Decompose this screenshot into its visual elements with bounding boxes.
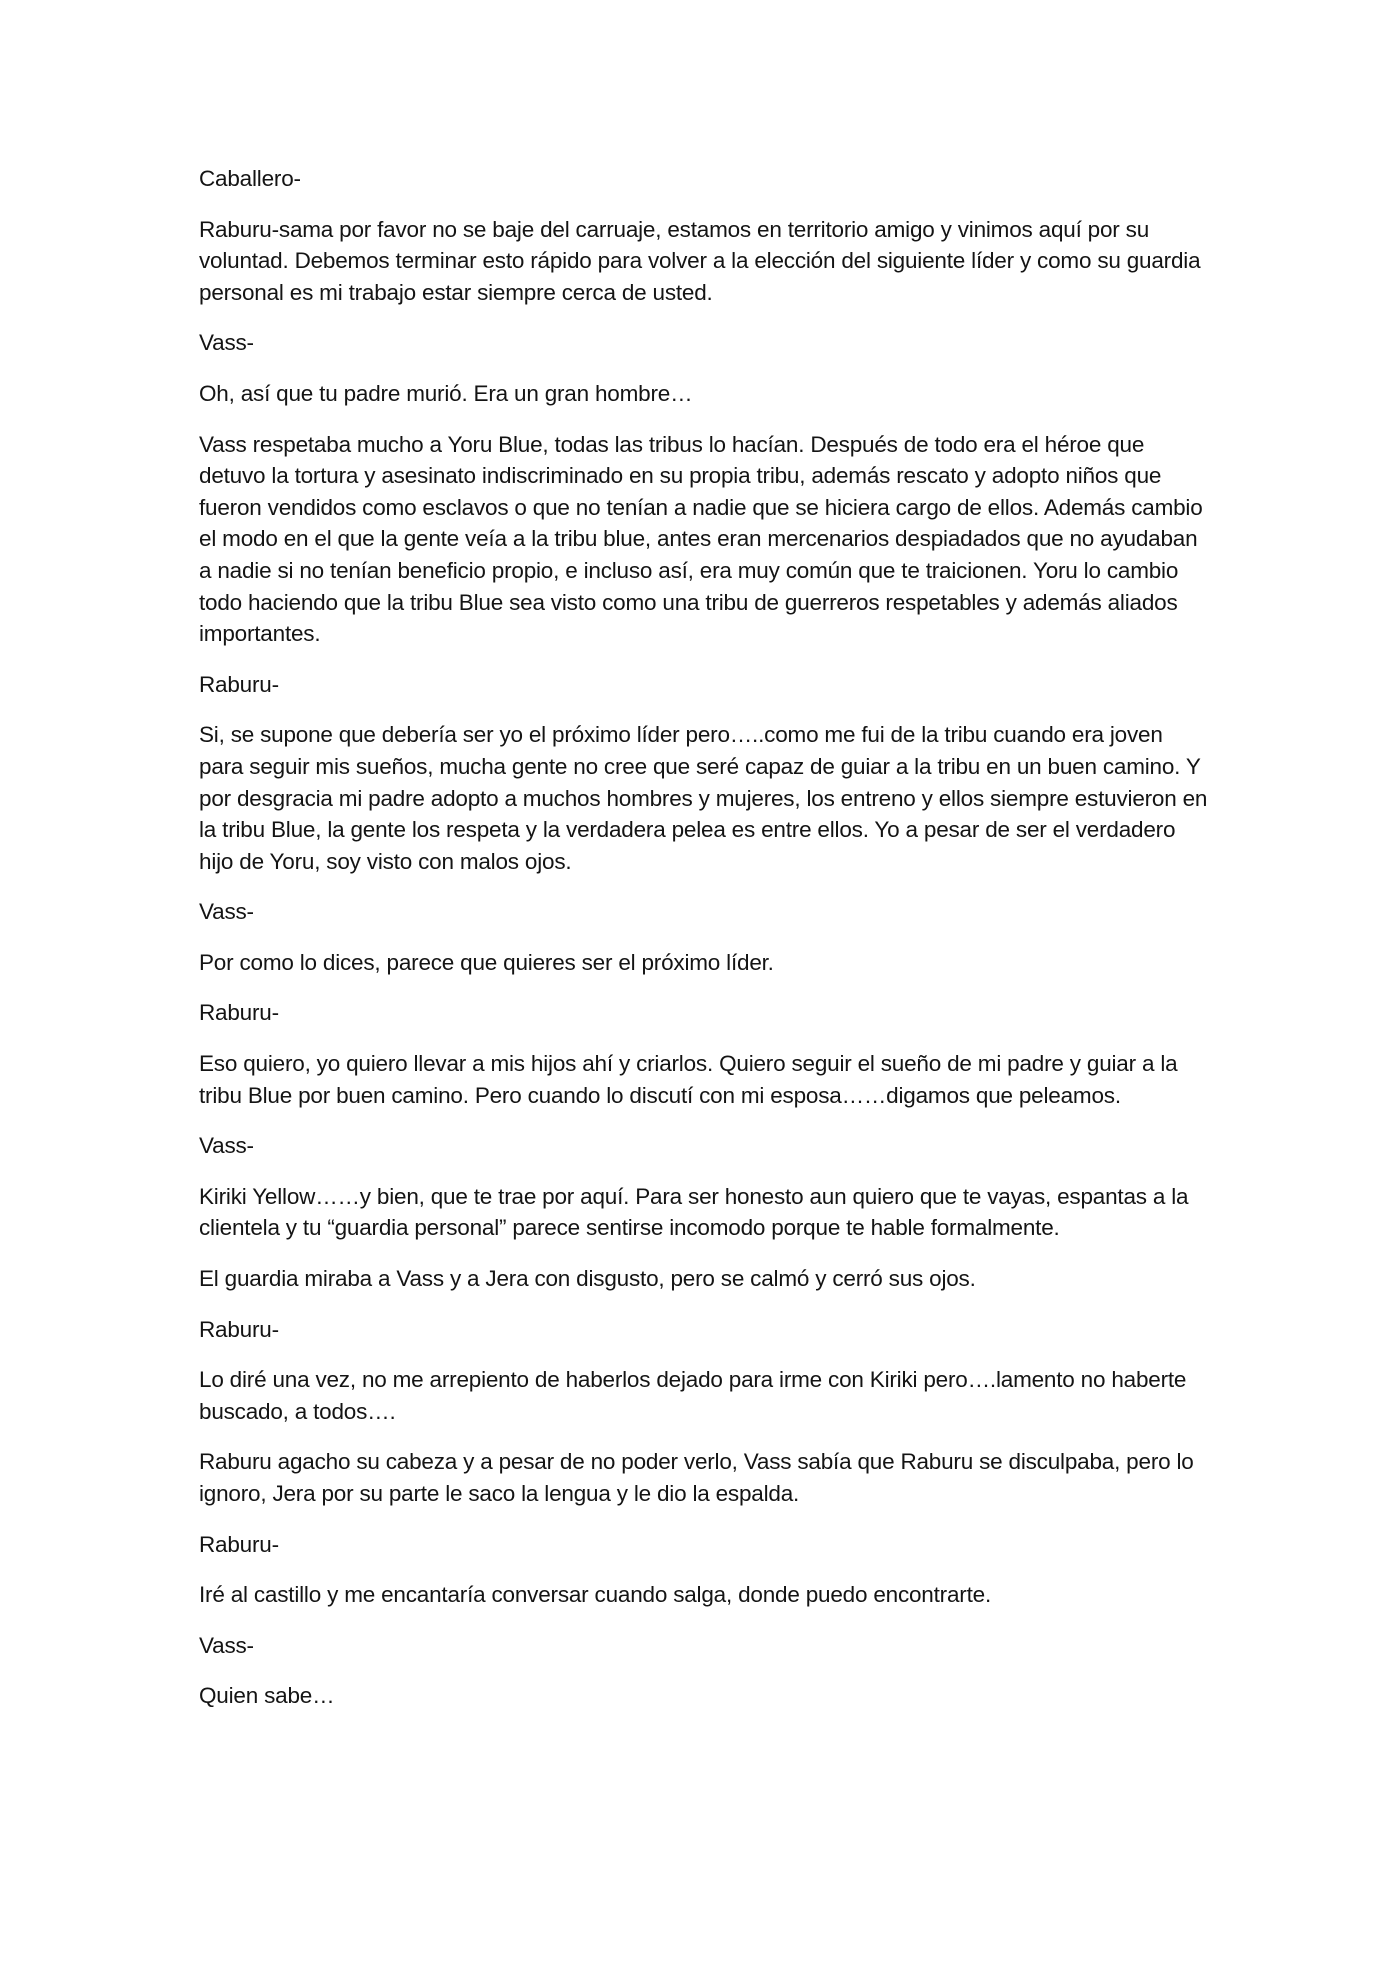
speaker-label: Vass- [199, 1632, 254, 1658]
speaker-label: Vass- [199, 330, 254, 356]
dialogue-paragraph: Lo diré una vez, no me arrepiento de haberlos dejado para irme con Kiriki pero….lamento no haberte buscado, a todos…. [199, 1367, 1187, 1424]
speaker-label: Caballero- [199, 166, 301, 191]
narration-paragraph: Raburu agacho su cabeza y a pesar de no poder verlo, Vass sabía que Raburu se disculpaba, pero lo ignoro, Jera por su parte le saco la lengua y le dio la espalda. [199, 1449, 1194, 1506]
dialogue-paragraph: Oh, así que tu padre murió. Era un gran hombre… [199, 380, 693, 406]
speaker-label: Raburu- [199, 1531, 279, 1557]
dialogue-paragraph: Por como lo dices, parece que quieres ser el próximo líder. [199, 949, 774, 975]
dialogue-paragraph: Quien sabe… [199, 1683, 335, 1709]
dialogue-paragraph: Raburu-sama por favor no se baje del carruaje, estamos en territorio amigo y vinimos aquí por su voluntad. Debemos terminar esto rápido para volver a la elección del siguiente líder y como su guardia personal es mi trabajo estar siempre cerca de usted. [199, 216, 1201, 305]
speaker-label: Raburu- [199, 1316, 279, 1342]
document-body [199, 163, 1211, 1731]
speaker-label: Vass- [199, 1133, 254, 1159]
speaker-label: Raburu- [199, 671, 279, 697]
dialogue-paragraph: Si, se supone que debería ser yo el próximo líder pero…..como me fui de la tribu cuando era joven para seguir mis sueños, mucha gente no cree que seré capaz de guiar a la tribu en un buen camino. Y por desgracia mi padre adopto a muchos hombres y mujeres, los entreno y ellos siempre estuvieron en la tribu Blue, la gente los respeta y la verdadera pelea es entre ellos. Yo a pesar de ser el verdadero hijo de Yoru, soy visto con malos ojos. [199, 722, 1208, 874]
narration-paragraph: El guardia miraba a Vass y a Jera con disgusto, pero se calmó y cerró sus ojos. [199, 1266, 976, 1292]
dialogue-paragraph: Kiriki Yellow……y bien, que te trae por aquí. Para ser honesto aun quiero que te vayas, espantas a la clientela y tu “guardia personal” parece sentirse incomodo porque te hable formalmente. [199, 1183, 1189, 1241]
speaker-label: Raburu- [199, 1000, 279, 1026]
dialogue-paragraph: Iré al castillo y me encantaría conversar cuando salga, donde puedo encontrarte. [199, 1582, 991, 1608]
speaker-label: Vass- [199, 899, 254, 925]
dialogue-paragraph: Eso quiero, yo quiero llevar a mis hijos ahí y criarlos. Quiero seguir el sueño de mi padre y guiar a la tribu Blue por buen camino. Pero cuando lo discutí con mi esposa……digamos que peleamos. [199, 1051, 1178, 1108]
narration-paragraph: Vass respetaba mucho a Yoru Blue, todas las tribus lo hacían. Después de todo era el héroe que detuvo la tortura y asesinato indiscriminado en su propia tribu, además rescato y adopto niños que fueron vendidos como esclavos o que no tenían a nadie que se hiciera cargo de ellos. Además cambio el modo en el que la gente veía a la tribu blue, antes eran mercenarios despiadados que no ayudaban a nadie si no tenían beneficio propio, e incluso así, era muy común que te traicionen. Yoru lo cambio todo haciendo que la tribu Blue sea visto como una tribu de guerreros respetables y además aliados importantes. [199, 431, 1203, 647]
